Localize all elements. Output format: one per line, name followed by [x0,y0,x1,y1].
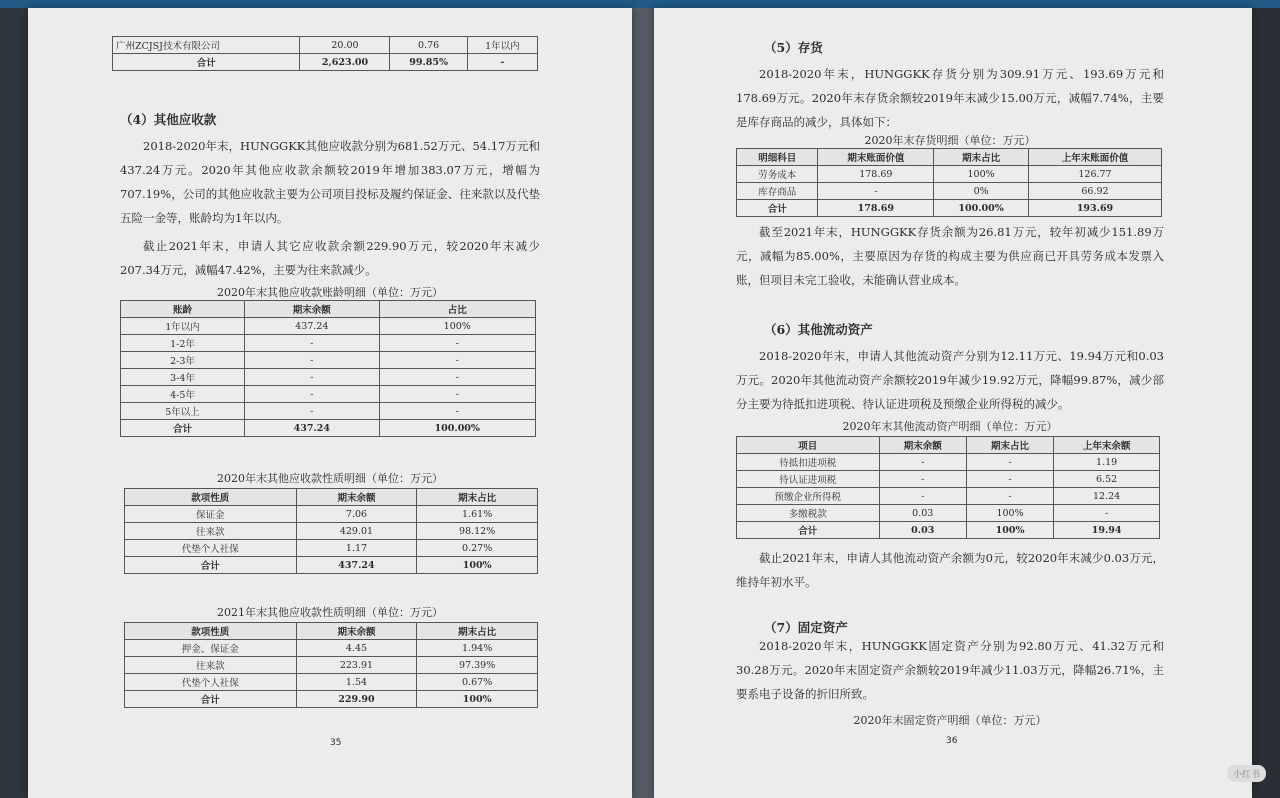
table-row [737,488,1160,505]
fixed-assets-table-caption: 2020年末固定资产明细（单位：万元） [853,714,1047,727]
table-cell: - [966,454,1053,471]
table-cell: 66.92 [1028,183,1161,200]
table-row [737,505,1160,522]
table-cell: 劳务成本 [737,166,818,183]
table-header-row [125,489,538,506]
table-header-row [121,301,536,318]
watermark-logo: 小红书 [1227,765,1266,782]
table-cell: 6.52 [1054,471,1160,488]
table-header-cell: 款项性质 [125,623,297,640]
table-header-cell: 上年末余额 [1054,437,1160,454]
page-number: 36 [946,736,958,746]
table-header-cell: 期末账面价值 [818,149,934,166]
table-cell: 1.17 [296,540,417,557]
table-cell: 178.69 [818,200,934,217]
table-cell: 保证金 [125,506,297,523]
table-header-cell: 期末余额 [296,623,417,640]
table-header-cell: 账龄 [121,301,245,318]
table-cell: - [245,369,379,386]
table-header-row [737,437,1160,454]
table-row [737,183,1162,200]
aging-table [120,300,536,437]
page-gutter [632,8,654,798]
table-cell: 97.39% [417,657,538,674]
table-header-cell: 期末占比 [934,149,1029,166]
table-row [121,420,536,437]
table-row [125,523,538,540]
table-row [113,37,538,54]
table-cell: 4.45 [296,640,417,657]
table-cell: 99.85% [390,54,467,71]
table-cell: 1年以内 [467,37,537,54]
table-cell: 100% [934,166,1029,183]
table-cell: - [245,403,379,420]
table-cell: - [818,183,934,200]
table-cell: 2,623.00 [300,54,390,71]
table-cell: - [379,386,535,403]
section5-paragraph-1: 2018-2020年末，HUNGGKK存货分别为309.91万元、193.69万元和178.69万元。2020年末存货余额较2019年末减少15.00万元，减幅7.74%，主要是库存商品的减少，具体如下： [736,67,1164,129]
table-cell: - [879,454,966,471]
other-assets-table-caption: 2020年末其他流动资产明细（单位：万元） [842,420,1058,433]
table-row [737,200,1162,217]
table-cell: - [245,335,379,352]
table-cell: 合计 [737,200,818,217]
table-cell: 5年以上 [121,403,245,420]
table-header-cell: 期末余额 [296,489,417,506]
section6-heading: （6）其他流动资产 [764,322,873,337]
table-cell: 100% [966,522,1053,539]
table-header-cell: 期末占比 [417,623,538,640]
table-row [125,674,538,691]
table-cell: 0.27% [417,540,538,557]
table-cell: 1.54 [296,674,417,691]
table-cell: 223.91 [296,657,417,674]
table-cell: 待抵扣进项税 [737,454,880,471]
table-row [737,471,1160,488]
table-header-cell: 占比 [379,301,535,318]
table-cell: 往来款 [125,657,297,674]
table-header-cell: 期末余额 [245,301,379,318]
table-header-cell: 期末占比 [417,489,538,506]
nature2020-table [124,488,538,574]
table-cell: - [245,352,379,369]
table-cell: 2-3年 [121,352,245,369]
table-row [121,318,536,335]
table-row [121,386,536,403]
table-cell: 3-4年 [121,369,245,386]
table-row [125,640,538,657]
table-cell: 100% [417,557,538,574]
table-cell: 437.24 [296,557,417,574]
table-cell: 193.69 [1028,200,1161,217]
section6-paragraph-1: 2018-2020年末，申请人其他流动资产分别为12.11万元、19.94万元和0.03万元。2020年其他流动资产余额较2019年减少19.92万元，降幅99.87%，减少部分主要为待抵扣进项税、待认证进项税及预缴企业所得税的减少。 [736,349,1164,411]
table-cell: 待认证进项税 [737,471,880,488]
table-cell: 往来款 [125,523,297,540]
table-header-row [125,623,538,640]
table-cell: 100% [379,318,535,335]
table-cell: 126.77 [1028,166,1161,183]
table-row [125,691,538,708]
section4-heading: （4）其他应收款 [120,112,217,127]
table-cell: 1.61% [417,506,538,523]
other-assets-table [736,436,1160,539]
section6-paragraph-2: 截止2021年末，申请人其他流动资产余额为0元，较2020年末减少0.03万元，维持年初水平。 [736,551,1164,589]
table-cell: - [379,369,535,386]
table-cell: 1.19 [1054,454,1160,471]
nature2021-table-caption: 2021年末其他应收款性质明细（单位：万元） [217,606,443,619]
nature2021-table [124,622,538,708]
table-header-cell: 上年末账面价值 [1028,149,1161,166]
table-cell: - [879,471,966,488]
table-cell: 229.90 [296,691,417,708]
table-header-row [737,149,1162,166]
table-cell: 100.00% [379,420,535,437]
table-row [113,54,538,71]
table-cell: 多缴税款 [737,505,880,522]
table-cell: - [379,335,535,352]
table-cell: 0.03 [879,505,966,522]
page-36 [654,8,1252,798]
table-cell: - [467,54,537,71]
section4-paragraph-2: 截止2021年末，申请人其它应收款余额229.90万元，较2020年末减少207.34万元，减幅47.42%，主要为往来款减少。 [120,239,540,277]
table-cell: 广州ZCJSJ技术有限公司 [113,37,300,54]
table-cell: 合计 [125,557,297,574]
top-summary-table [112,36,538,71]
table-cell: 100% [417,691,538,708]
table-cell: 178.69 [818,166,934,183]
table-cell: 4-5年 [121,386,245,403]
table-cell: 100% [966,505,1053,522]
table-header-cell: 款项性质 [125,489,297,506]
table-cell: 7.06 [296,506,417,523]
table-cell: 1.94% [417,640,538,657]
table-cell: - [1054,505,1160,522]
table-cell: 0.03 [879,522,966,539]
table-cell: - [966,488,1053,505]
table-row [125,506,538,523]
table-cell: - [966,471,1053,488]
table-cell: - [379,352,535,369]
table-cell: 0.67% [417,674,538,691]
table-header-cell: 期末余额 [879,437,966,454]
table-cell: 437.24 [245,318,379,335]
table-cell: - [245,386,379,403]
table-row [125,657,538,674]
table-header-cell: 明细科目 [737,149,818,166]
table-row [125,557,538,574]
desk-right-edge [1252,8,1280,798]
table-header-cell: 项目 [737,437,880,454]
section7-heading: （7）固定资产 [764,620,848,635]
table-row [737,522,1160,539]
table-header-cell: 期末占比 [966,437,1053,454]
table-row [737,454,1160,471]
page-35 [28,8,632,798]
table-cell: 合计 [737,522,880,539]
inventory-table-caption: 2020年末存货明细（单位：万元） [864,134,1036,147]
section5-paragraph-2: 截至2021年末，HUNGGKK存货余额为26.81万元，较年初减少151.89万元，减幅为85.00%，主要原因为存货的构成主要为供应商已开具劳务成本发票入账，但项目未完工验收，未能确认营业成本。 [736,225,1164,287]
page-number: 35 [330,738,342,748]
table-cell: - [879,488,966,505]
table-cell: 合计 [121,420,245,437]
table-cell: 代垫个人社保 [125,674,297,691]
desk-left-edge [0,8,28,798]
table-row [737,166,1162,183]
table-cell: - [379,403,535,420]
table-cell: 代垫个人社保 [125,540,297,557]
table-row [125,540,538,557]
table-cell: 98.12% [417,523,538,540]
table-cell: 12.24 [1054,488,1160,505]
table-row [121,335,536,352]
table-cell: 100.00% [934,200,1029,217]
table-cell: 库存商品 [737,183,818,200]
table-cell: 1年以内 [121,318,245,335]
aging-table-caption: 2020年末其他应收款账龄明细（单位：万元） [217,286,443,299]
table-cell: 押金、保证金 [125,640,297,657]
section7-paragraph-1: 2018-2020年末，HUNGGKK固定资产分别为92.80万元、41.32万元和30.28万元。2020年末固定资产余额较2019年减少11.03万元，降幅26.71%，主要系电子设备的折旧所致。 [736,639,1164,701]
table-cell: 合计 [125,691,297,708]
nature2020-table-caption: 2020年末其他应收款性质明细（单位：万元） [217,472,443,485]
table-cell: 19.94 [1054,522,1160,539]
table-cell: 429.01 [296,523,417,540]
table-cell: 1-2年 [121,335,245,352]
table-row [121,403,536,420]
table-row [121,352,536,369]
table-cell: 0.76 [390,37,467,54]
table-cell: 0% [934,183,1029,200]
inventory-table [736,148,1162,217]
table-row [121,369,536,386]
section5-heading: （5）存货 [764,40,823,55]
table-cell: 预缴企业所得税 [737,488,880,505]
table-cell: 20.00 [300,37,390,54]
section4-paragraph-1: 2018-2020年末，HUNGGKK其他应收款分别为681.52万元、54.17万元和437.24万元。2020年其他应收款余额较2019年增加383.07万元，增幅为707.19%，公司的其他应收款主要为公司项目投标及履约保证金、往来款以及代垫五险一金等，账龄均为1年以内。 [120,139,540,225]
table-cell: 合计 [113,54,300,71]
table-cell: 437.24 [245,420,379,437]
